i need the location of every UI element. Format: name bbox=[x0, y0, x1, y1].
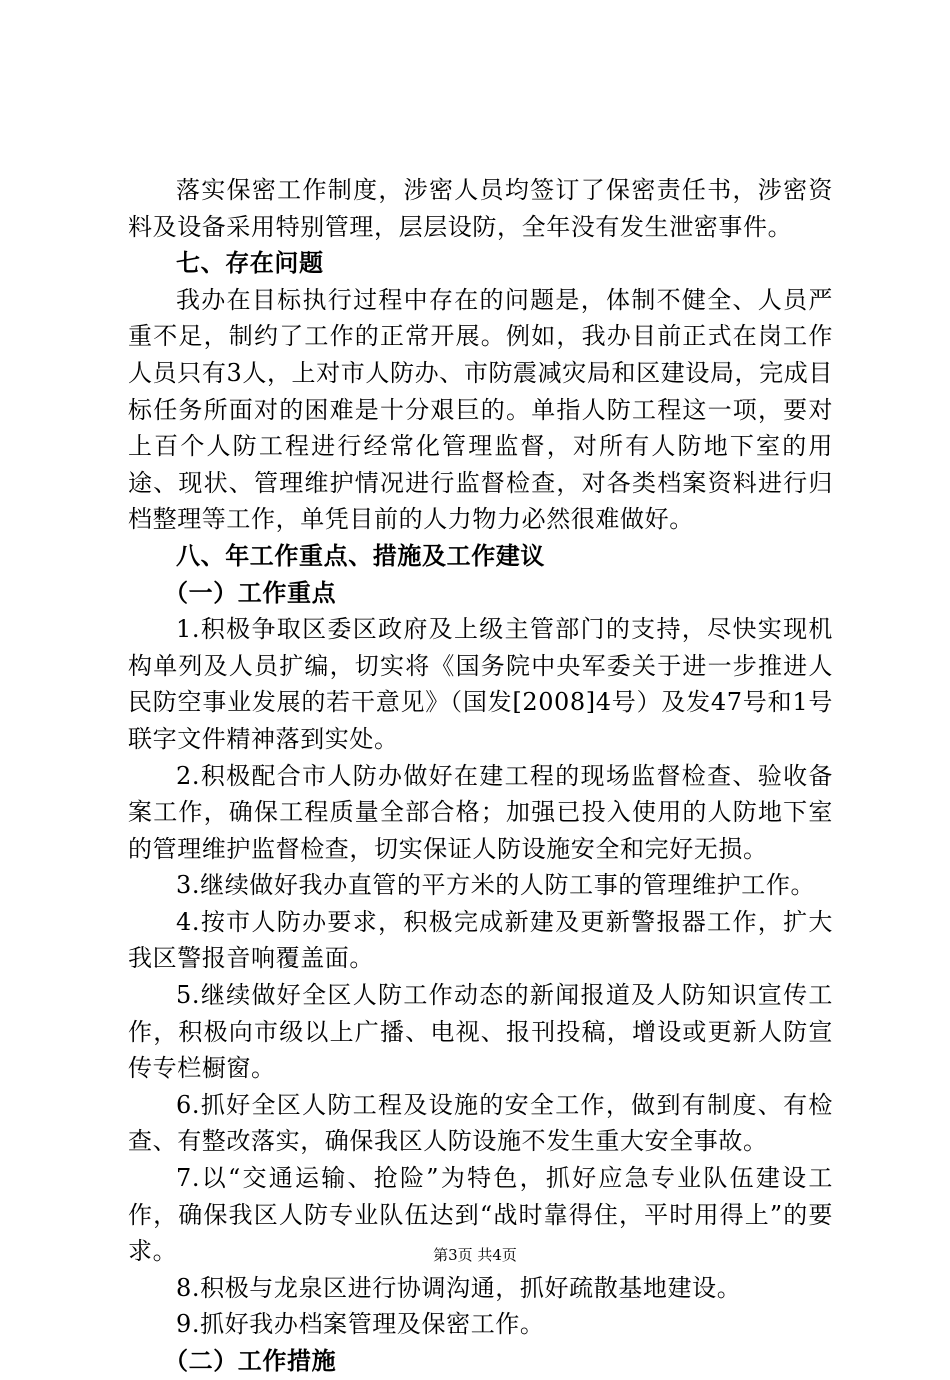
paragraph-confidentiality: 落实保密工作制度，涉密人员均签订了保密责任书，涉密资料及设备采用特别管理，层层设防，全年没有发生泄密事件。 bbox=[128, 176, 833, 241]
subheading-work-measures: （二）工作措施 bbox=[164, 1347, 337, 1375]
list-item-3: 3.继续做好我办直管的平方米的人防工事的管理维护工作。 bbox=[176, 871, 816, 900]
section-heading-existing-problems: 七、存在问题 bbox=[176, 249, 324, 278]
page-number-label: 第3页 共4页 bbox=[433, 1246, 517, 1264]
list-item-5: 5.继续做好全区人防工作动态的新闻报道及人防知识宣传工作，积极向市级以上广播、电视、报刊投稿，增设或更新人防宣传专栏橱窗。 bbox=[128, 981, 833, 1083]
document-body bbox=[128, 172, 833, 1380]
subheading-work-focus: （一）工作重点 bbox=[164, 578, 337, 607]
page-footer bbox=[0, 1244, 950, 1265]
list-item-8: 8.积极与龙泉区进行协调沟通，抓好疏散基地建设。 bbox=[176, 1273, 742, 1302]
list-item-9: 9.抓好我办档案管理及保密工作。 bbox=[176, 1310, 545, 1339]
list-item-1: 1.积极争取区委区政府及上级主管部门的支持，尽快实现机构单列及人员扩编，切实将《国务院中央军委关于进一步推进人民防空事业发展的若干意见》（国发[2008]4号）及发47号和1号联字文件精神落到实处。 bbox=[128, 615, 833, 753]
list-item-2: 2.积极配合市人防办做好在建工程的现场监督检查、验收备案工作，确保工程质量全部合格；加强已投入使用的人防地下室的管理维护监督检查，切实保证人防设施安全和完好无损。 bbox=[128, 761, 833, 863]
list-item-4: 4.按市人防办要求，积极完成新建及更新警报器工作，扩大我区警报音响覆盖面。 bbox=[128, 907, 833, 973]
section-heading-work-plan: 八、年工作重点、措施及工作建议 bbox=[176, 541, 545, 570]
list-item-7: 7.以“交通运输、抢险”为特色，抓好应急专业队伍建设工作，确保我区人防专业队伍达到“战时靠得住，平时用得上”的要求。 bbox=[128, 1164, 833, 1266]
paragraph-problems: 我办在目标执行过程中存在的问题是，体制不健全、人员严重不足，制约了工作的正常开展。例如，我办目前正式在岗工作人员只有3人，上对市人防办、市防震减灾局和区建设局，完成目标任务所面对的困难是十分艰巨的。单指人防工程这一项，要对上百个人防工程进行经常化管理监督，对所有人防地下室的用途、现状、管理维护情况进行监督检查，对各类档案资料进行归档整理等工作，单凭目前的人力物力必然很难做好。 bbox=[128, 285, 833, 534]
list-item-6: 6.抓好全区人防工程及设施的安全工作，做到有制度、有检查、有整改落实，确保我区人防设施不发生重大安全事故。 bbox=[128, 1090, 833, 1156]
